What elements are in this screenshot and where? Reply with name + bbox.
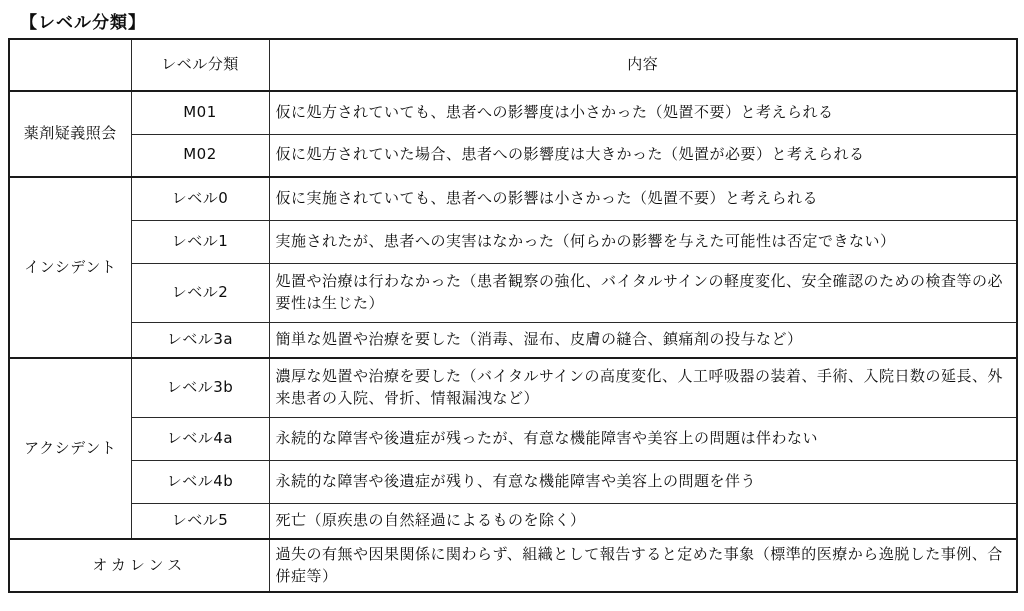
level-classification-table: [8, 38, 1018, 593]
level-cell: レベル0: [131, 177, 269, 220]
table-row: [9, 322, 1017, 358]
content-cell: 濃厚な処置や治療を要した（バイタルサインの高度変化、人工呼吸器の装着、手術、入院日数の延長、外来患者の入院、骨折、情報漏洩など）: [269, 358, 1017, 417]
level-cell: M01: [131, 91, 269, 134]
table-row: [9, 220, 1017, 263]
table-row: [9, 417, 1017, 460]
page-title: 【レベル分類】: [20, 13, 146, 33]
header-row: [9, 39, 1017, 91]
content-cell: 過失の有無や因果関係に関わらず、組織として報告すると定めた事象（標準的医療から逸脱した事例、合併症等）: [269, 539, 1017, 592]
header-cell-group: [9, 39, 131, 91]
content-cell: 仮に処方されていた場合、患者への影響度は大きかった（処置が必要）と考えられる: [269, 134, 1017, 177]
table-row: [9, 91, 1017, 134]
table-row: [9, 177, 1017, 220]
level-cell: レベル4a: [131, 417, 269, 460]
content-cell: 永続的な障害や後遺症が残ったが、有意な機能障害や美容上の問題は伴わない: [269, 417, 1017, 460]
table-row: [9, 460, 1017, 503]
level-cell: レベル3a: [131, 322, 269, 358]
level-cell: レベル2: [131, 263, 269, 322]
header-cell-content: 内容: [269, 39, 1017, 91]
content-cell: 仮に処方されていても、患者への影響度は小さかった（処置不要）と考えられる: [269, 91, 1017, 134]
content-cell: 簡単な処置や治療を要した（消毒、湿布、皮膚の縫合、鎮痛剤の投与など）: [269, 322, 1017, 358]
table-row: [9, 134, 1017, 177]
content-cell: 処置や治療は行わなかった（患者観察の強化、バイタルサインの軽度変化、安全確認のための検査等の必要性は生じた）: [269, 263, 1017, 322]
content-cell: 死亡（原疾患の自然経過によるものを除く）: [269, 503, 1017, 539]
group-cell-occurrence: オカレンス: [9, 539, 269, 592]
group-cell-accident: アクシデント: [9, 358, 131, 539]
table-row: [9, 358, 1017, 417]
level-cell: レベル3b: [131, 358, 269, 417]
level-cell: レベル1: [131, 220, 269, 263]
level-cell: レベル5: [131, 503, 269, 539]
table-row: [9, 539, 1017, 592]
content-cell: 仮に実施されていても、患者への影響は小さかった（処置不要）と考えられる: [269, 177, 1017, 220]
level-cell: M02: [131, 134, 269, 177]
group-cell-incident: インシデント: [9, 177, 131, 358]
level-cell: レベル4b: [131, 460, 269, 503]
table-row: [9, 503, 1017, 539]
content-cell: 実施されたが、患者への実害はなかった（何らかの影響を与えた可能性は否定できない）: [269, 220, 1017, 263]
content-cell: 永続的な障害や後遺症が残り、有意な機能障害や美容上の問題を伴う: [269, 460, 1017, 503]
table-row: [9, 263, 1017, 322]
header-cell-level: レベル分類: [131, 39, 269, 91]
group-cell-yakuzai: 薬剤疑義照会: [9, 91, 131, 177]
